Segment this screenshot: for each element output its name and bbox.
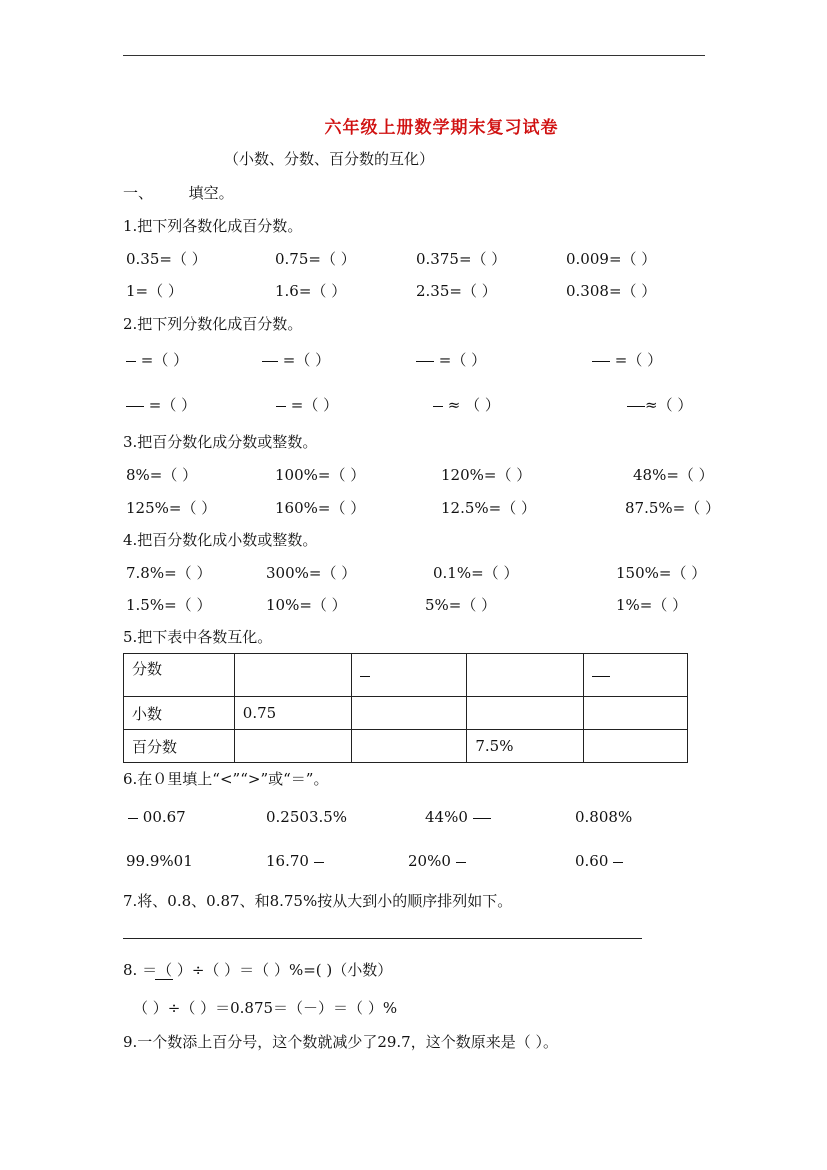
q3-item: 120%=（ ） [441, 466, 532, 484]
q3-item: 48%=（ ） [633, 466, 714, 484]
q6-item: 0.808% [575, 808, 633, 826]
conversion-table [123, 653, 688, 763]
table-row [124, 730, 688, 763]
q2-item: ≈ （ ） [433, 394, 500, 415]
q2-item: ≈（ ） [627, 394, 692, 415]
q2-item: =（ ） [276, 394, 338, 415]
q6-item: 0.60 [575, 852, 623, 870]
q1-prompt: 1.把下列各数化成百分数。 [123, 217, 303, 235]
q3-prompt: 3.把百分数化成分数或整数。 [123, 433, 318, 451]
q3-item: 100%=（ ） [275, 466, 366, 484]
q4-item: 5%=（ ） [425, 596, 497, 614]
fraction-placeholder [262, 361, 278, 362]
q7-prompt: 7.将、0.8、0.87、和8.75%按从大到小的顺序排列如下。 [123, 892, 513, 910]
table-cell [467, 654, 584, 697]
q2-item: =（ ） [262, 349, 330, 370]
fraction-placeholder [592, 676, 610, 677]
q1-item: 1.6=（ ） [275, 282, 347, 300]
fraction-placeholder [473, 818, 491, 819]
q3-item: 160%=（ ） [275, 499, 366, 517]
row-label: 百分数 [124, 730, 235, 763]
q2-item: =（ ） [126, 349, 188, 370]
fraction-placeholder [613, 862, 623, 863]
q6-item: 16.70 [266, 852, 324, 870]
q1-item: 2.35=（ ） [416, 282, 497, 300]
fraction-placeholder [456, 862, 466, 863]
page-title: 六年级上册数学期末复习试卷 [324, 118, 559, 138]
q2-prompt: 2.把下列分数化成百分数。 [123, 315, 303, 333]
table-cell [584, 654, 688, 697]
q8-line2: （ ）÷（ ）＝0.875＝（－）＝（ ）% [133, 999, 398, 1017]
q3-item: 12.5%=（ ） [441, 499, 536, 517]
fraction-placeholder [276, 406, 286, 407]
q9-prompt: 9.一个数添上百分号，这个数就减少了29.7，这个数原来是（ ）。 [123, 1033, 558, 1051]
q1-item: 0.009=（ ） [566, 250, 657, 268]
q6-prompt: 6.在０里填上“<”“>”或“＝”。 [123, 770, 329, 788]
fraction-placeholder [155, 969, 173, 987]
fraction-placeholder [627, 406, 645, 407]
q4-item: 1%=（ ） [616, 596, 688, 614]
table-cell [351, 730, 467, 763]
q3-item: 8%=（ ） [126, 466, 198, 484]
fraction-placeholder [128, 818, 138, 819]
table-cell [234, 654, 351, 697]
q2-item: =（ ） [416, 349, 486, 370]
q6-item: 20%0 [408, 852, 466, 870]
q1-item: 0.375=（ ） [416, 250, 507, 268]
fraction-placeholder [126, 361, 136, 362]
fraction-placeholder [416, 361, 434, 362]
table-row [124, 654, 688, 697]
q2-item: =（ ） [592, 349, 662, 370]
q4-item: 300%=（ ） [266, 564, 357, 582]
section-number: 一、 [123, 184, 154, 202]
row-label: 小数 [124, 697, 235, 730]
q1-item: 0.75=（ ） [275, 250, 356, 268]
section-title: 填空。 [188, 184, 234, 202]
fraction-placeholder [433, 406, 443, 407]
page-subtitle: （小数、分数、百分数的互化） [224, 150, 435, 168]
q8-line1: 8. ＝（ ）÷（ ）＝（ ）%=( )（小数） [123, 961, 393, 979]
table-cell [351, 697, 467, 730]
q6-item: 99.9%01 [126, 852, 193, 870]
q6-item: 0.2503.5% [266, 808, 348, 826]
q4-item: 0.1%=（ ） [433, 564, 519, 582]
table-cell [584, 697, 688, 730]
q2-item: =（ ） [126, 394, 196, 415]
table-row [124, 697, 688, 730]
table-cell [234, 730, 351, 763]
section-heading [123, 182, 234, 203]
fraction-placeholder [592, 361, 610, 362]
q3-item: 125%=（ ） [126, 499, 217, 517]
fraction-placeholder [126, 406, 144, 407]
table-cell [351, 654, 467, 697]
table-cell [467, 697, 584, 730]
q4-item: 10%=（ ） [266, 596, 347, 614]
q3-item: 87.5%=（ ） [625, 499, 720, 517]
q1-item: 1=（ ） [126, 282, 183, 300]
q6-item: 00.67 [128, 808, 186, 826]
table-cell: 7.5% [467, 730, 584, 763]
answer-line [123, 938, 642, 939]
table-cell: 0.75 [234, 697, 351, 730]
row-label: 分数 [124, 654, 235, 697]
q4-prompt: 4.把百分数化成小数或整数。 [123, 531, 318, 549]
q5-prompt: 5.把下表中各数互化。 [123, 628, 273, 646]
q4-item: 1.5%=（ ） [126, 596, 212, 614]
q4-item: 7.8%=（ ） [126, 564, 212, 582]
header-rule [123, 55, 705, 56]
q1-item: 0.35=（ ） [126, 250, 207, 268]
fraction-placeholder [360, 676, 370, 677]
q4-item: 150%=（ ） [616, 564, 707, 582]
table-cell [584, 730, 688, 763]
fraction-placeholder [314, 862, 324, 863]
q6-item: 44%0 [425, 808, 491, 826]
q1-item: 0.308=（ ） [566, 282, 657, 300]
